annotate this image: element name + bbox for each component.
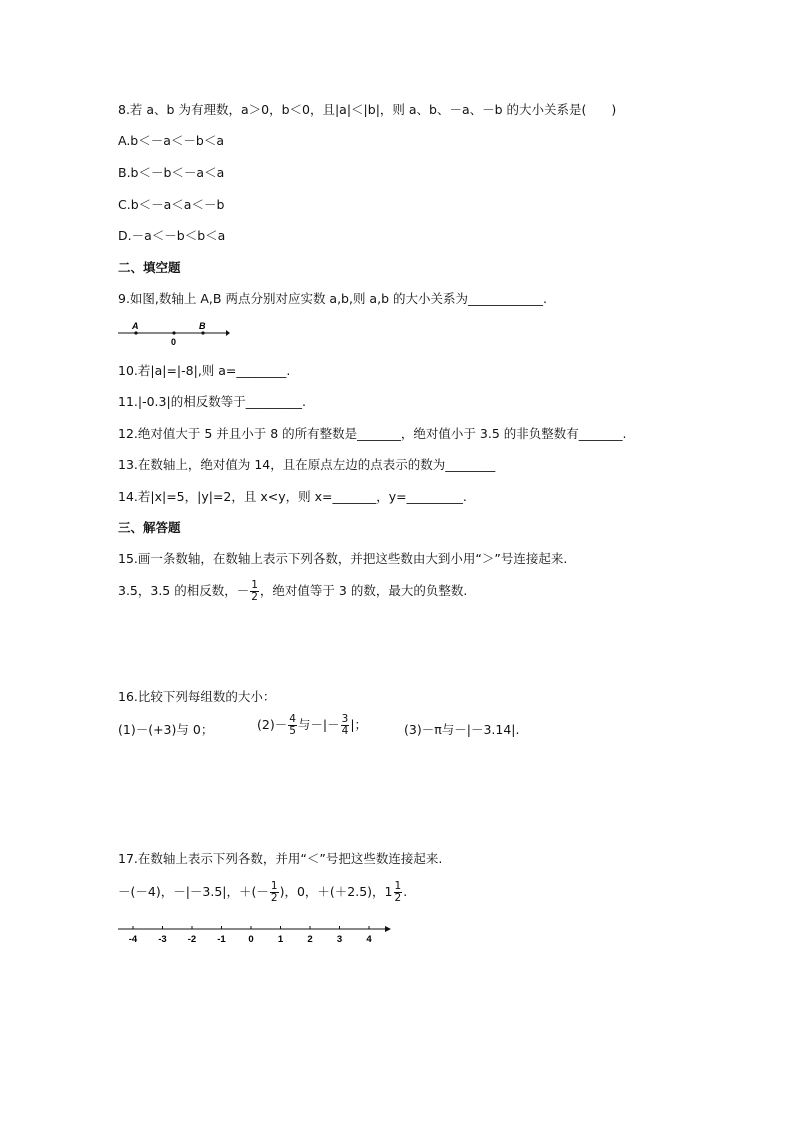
tick-label: -2 [187,934,197,945]
tick-label: -4 [128,934,138,945]
fraction: $\frac{1}{2}$ [270,880,278,904]
q12: 12.绝对值大于 5 并且小于 8 的所有整数是_______，绝对值小于 3.5 的非负整数有_______. [118,426,627,441]
tick-label: 3 [336,934,343,945]
fraction: $\frac{1}{2}$ [251,579,258,603]
q8-option-a: A.b＜－a＜－b＜a [118,133,224,148]
tick-label: 2 [307,934,313,945]
q9-text: 9.如图,数轴上 A,B 两点分别对应实数 a,b,则 a,b 的大小关系为____________. [118,291,547,306]
q14: 14.若|x|=5，|y|=2，且 x<y，则 x=_______，y=_________. [118,489,467,504]
q16-part3: (3)－π与－|－3.14|. [404,722,520,737]
tick-label: -3 [158,934,167,945]
q15-list-a: 3.5，3.5 的相反数，－ [118,583,250,598]
label-zero: 0 [171,337,177,347]
q16-stem: 16.比较下列每组数的大小： [118,689,276,704]
q15-list [118,580,467,603]
q17-stem: 17.在数轴上表示下列各数，并用“＜”号把这些数连接起来. [118,851,443,866]
q15-stem: 15.画一条数轴，在数轴上表示下列各数，并把这些数由大到小用“＞”号连接起来. [118,551,568,566]
q17-list: －(－4)，－|－3.5|，＋(－ $\frac{1}{2}$ )，0，＋(＋2.5)，1 $\frac{1}{2}$ . [118,880,408,904]
q8-stem: 8.若 a、b 为有理数，a＞0，b＜0，且|a|＜|b|，则 a、b、－a、－b 的大小关系是( ) [118,102,617,117]
q9-number-line [118,318,230,348]
tick-label: 1 [277,934,284,945]
q15-list-b: ，绝对值等于 3 的数，最大的负整数. [259,583,468,598]
q17-number-line [118,920,393,946]
q10: 10.若|a|=|-8|,则 a=________. [118,363,291,378]
point-a [134,331,137,334]
q8-option-b: B.b＜－b＜－a＜a [118,165,225,180]
point-zero [172,331,175,334]
q16-part2: (2)－ $\frac{4}{5}$ 与－|－ $\frac{3}{4}$ |； [257,713,368,737]
q8-option-c: C.b＜－a＜a＜－b [118,197,225,212]
section-fill-blank-heading: 二、填空题 [118,260,181,275]
tick-label: 0 [248,934,254,945]
point-b [201,331,204,334]
fraction: $\frac{1}{2}$ [394,880,402,904]
fraction: $\frac{4}{5}$ [289,713,296,737]
fraction: $\frac{3}{4}$ [341,713,349,737]
label-b: B [199,321,206,331]
section-answer-heading: 三、解答题 [118,520,181,535]
tick-label: 4 [366,934,372,945]
q13: 13.在数轴上，绝对值为 14，且在原点左边的点表示的数为________ [118,457,496,472]
q11: 11.|-0.3|的相反数等于_________. [118,394,306,409]
label-a: A [132,321,139,331]
tick-label: -1 [217,934,226,945]
q8-option-d: D.－a＜－b＜b＜a [118,228,226,243]
q16-part1: (1)－(+3)与 0； [118,722,214,737]
